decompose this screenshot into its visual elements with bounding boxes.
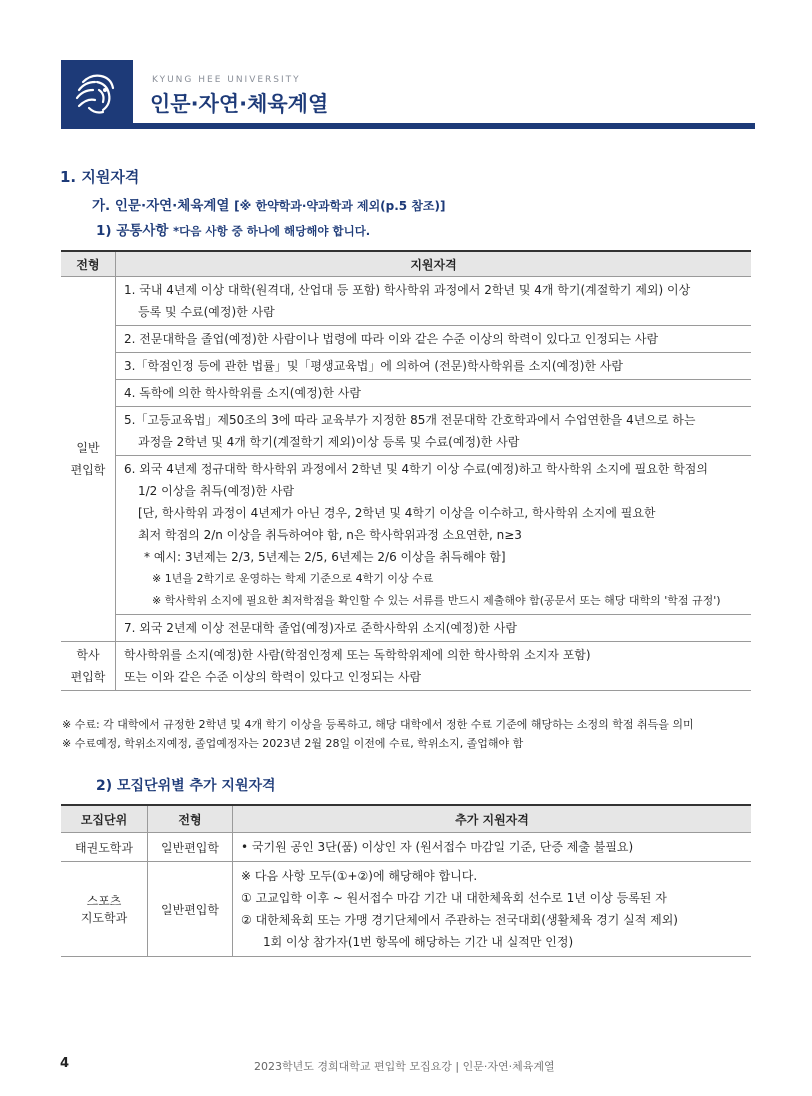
page-footer: 2023학년도 경희대학교 편입학 모집요강 | 인문·자연·체육계열 [254, 1060, 555, 1073]
subsection-1-label: 1) 공통사항 [96, 223, 169, 239]
req-line: 1회 이상 참가자(1번 항목에 해당하는 기간 내 실적만 인정) [263, 935, 574, 949]
additional-requirements-table [61, 804, 751, 957]
item-note: ※ 학사학위 소지에 필요한 최저학점을 확인할 수 있는 서류를 반드시 제출해야 함(공문서 또는 해당 대학의 '학점 규정') [152, 594, 721, 607]
requirement-item-1 [116, 277, 752, 326]
general-transfer-label [61, 277, 116, 642]
table-row [61, 615, 751, 642]
table-row [61, 407, 751, 456]
footnote-deadline: ※ 수료예정, 학위소지예정, 졸업예정자는 2023년 2월 28일 이전에 수료, 학위소지, 졸업해야 함 [62, 737, 524, 750]
requirement-item-3 [116, 353, 752, 380]
unit-taekwondo: 태권도학과 [61, 833, 148, 862]
bachelor-transfer-label [61, 642, 116, 691]
req-line: ※ 다음 사항 모두(①+②)에 해당해야 합니다. [241, 869, 478, 883]
subsection-1-note: *다음 사항 중 하나에 해당해야 합니다. [173, 224, 371, 238]
table-row [61, 642, 751, 691]
item-text: 6. 외국 4년제 정규대학 학사학위 과정에서 2학년 및 4학기 이상 수료(예정)하고 학사학위 소지에 필요한 학점의 [124, 462, 708, 476]
requirement-sports [233, 862, 752, 957]
table-row [61, 326, 751, 353]
item-text: 과정을 2학년 및 4개 학기(계절학기 제외)이상 등록 및 수료(예정)한 사람 [138, 435, 520, 449]
university-name: KYUNG HEE UNIVERSITY [152, 75, 301, 85]
type-general: 일반편입학 [148, 833, 233, 862]
bachelor-label-line: 편입학 [70, 670, 106, 684]
requirement-item-6 [116, 456, 752, 615]
req-line: ② 대한체육회 또는 가맹 경기단체에서 주관하는 전국대회(생활체육 경기 실적 제외) [241, 913, 678, 927]
common-requirements-table [61, 250, 751, 691]
item-note: ※ 1년을 2학기로 운영하는 학제 기준으로 4학기 이상 수료 [152, 572, 434, 585]
item-text: 1. 국내 4년제 이상 대학(원격대, 산업대 등 포함) 학사학위 과정에서 2학년 및 4개 학기(계절학기 제외) 이상 [124, 283, 691, 297]
column-header-requirements: 지원자격 [116, 251, 752, 277]
table-row [61, 456, 751, 615]
subsection-2-title: 2) 모집단위별 추가 지원자격 [96, 778, 276, 794]
item-text: * 예시: 3년제는 2/3, 5년제는 2/5, 6년제는 2/6 이상을 취득해야 함] [144, 550, 506, 564]
page-number: 4 [60, 1056, 70, 1071]
document-title: 인문·자연·체육계열 [150, 92, 329, 116]
table-row [61, 277, 751, 326]
unit-line: 지도학과 [80, 911, 128, 925]
subsection-1 [96, 219, 370, 239]
subsection-a-note: [※ 한약학과·약과학과 제외(p.5 참조)] [234, 199, 446, 213]
unit-line: 스포츠 [86, 894, 122, 908]
requirement-item-7 [116, 615, 752, 642]
item-text: 최저 학점의 2/n 이상을 취득하여야 함, n은 학사학위과정 소요연한, n≥3 [138, 528, 522, 542]
table-header-row [61, 805, 751, 833]
lion-emblem-icon [69, 68, 125, 118]
item-text: 2. 전문대학을 졸업(예정)한 사람이나 법령에 따라 이와 같은 수준 이상의 학력이 있다고 인정되는 사람 [124, 332, 659, 346]
column-header-type: 전형 [61, 251, 116, 277]
item-text: 7. 외국 2년제 이상 전문대학 졸업(예정)자로 준학사학위 소지(예정)한 사람 [124, 621, 517, 635]
subsection-a [92, 194, 445, 214]
header-divider [61, 123, 755, 129]
general-label-line: 편입학 [70, 463, 106, 477]
university-logo [61, 60, 133, 126]
item-text: 학사학위를 소지(예정)한 사람(학점인정제 또는 독학학위제에 의한 학사학위 소지자 포함) [124, 648, 591, 662]
requirement-taekwondo: • 국기원 공인 3단(품) 이상인 자 (원서접수 마감일 기준, 단증 제출 불필요) [233, 833, 752, 862]
bachelor-label-line: 학사 [76, 648, 100, 662]
requirement-item-5 [116, 407, 752, 456]
column-header-unit: 모집단위 [61, 805, 148, 833]
general-label-line: 일반 [76, 441, 100, 455]
item-text: 등록 및 수료(예정)한 사람 [138, 305, 275, 319]
requirement-item-2 [116, 326, 752, 353]
req-line: ① 고교입학 이후 ~ 원서접수 마감 기간 내 대한체육회 선수로 1년 이상 등록된 자 [241, 891, 667, 905]
item-text: [단, 학사학위 과정이 4년제가 아닌 경우, 2학년 및 4학기 이상을 이수하고, 학사학위 소지에 필요한 [138, 506, 656, 520]
type-general: 일반편입학 [148, 862, 233, 957]
table-row [61, 862, 751, 957]
item-text: 4. 독학에 의한 학사학위를 소지(예정)한 사람 [124, 386, 361, 400]
table-row [61, 353, 751, 380]
unit-sports-coaching [61, 862, 148, 957]
table-header-row [61, 251, 751, 277]
section-title: 1. 지원자격 [60, 168, 140, 186]
subsection-a-label: 가. 인문·자연·체육계열 [92, 198, 230, 214]
item-text: 3.「학점인정 등에 관한 법률」및「평생교육법」에 의하여 (전문)학사학위를 소지(예정)한 사람 [124, 359, 624, 373]
table-row [61, 833, 751, 862]
requirement-item-4 [116, 380, 752, 407]
column-header-type: 전형 [148, 805, 233, 833]
bachelor-requirement [116, 642, 752, 691]
column-header-additional: 추가 지원자격 [233, 805, 752, 833]
item-text: 1/2 이상을 취득(예정)한 사람 [138, 484, 295, 498]
item-text: 또는 이와 같은 수준 이상의 학력이 있다고 인정되는 사람 [124, 670, 422, 684]
table-row [61, 380, 751, 407]
footnote-completion: ※ 수료: 각 대학에서 규정한 2학년 및 4개 학기 이상을 등록하고, 해당 대학에서 정한 수료 기준에 해당하는 소정의 학점 취득을 의미 [62, 718, 694, 731]
item-text: 5.「고등교육법」제50조의 3에 따라 교육부가 지정한 85개 전문대학 간호학과에서 수업연한을 4년으로 하는 [124, 413, 696, 427]
